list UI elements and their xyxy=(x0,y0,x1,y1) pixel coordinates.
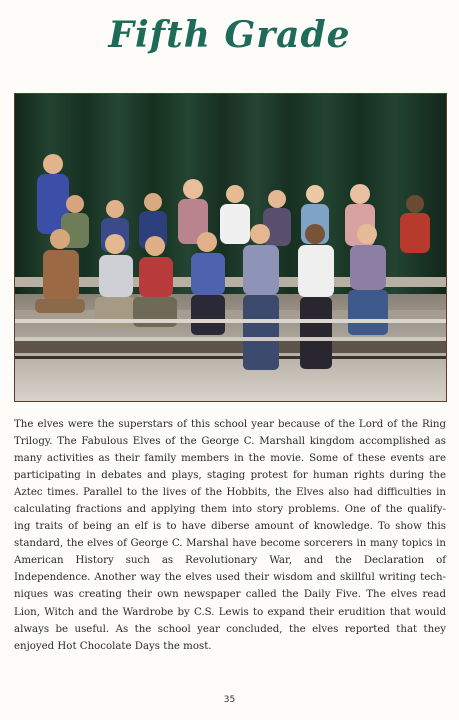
article-line: Aztec times. Parallel to the lives of the Hobbits, the Elves also had difficulties in xyxy=(14,487,446,499)
article-line: The elves were the superstars of this school year because of the Lord of the Ring xyxy=(14,419,446,430)
article-line: always be useful. As the school year concluded, the elves reported that they xyxy=(14,623,446,635)
article-line: Trilogy. The Fabulous Elves of the George C. Marshall kingdom accomplished as xyxy=(14,436,446,448)
article-line: American History such as Revolutionary War, and the Declaration of xyxy=(14,555,446,567)
article-line: Independence. Another way the elves used their wisdom and skillful writing tech- xyxy=(14,572,446,584)
article-line: niques was creating their own newspaper called the Daily Five. The elves read xyxy=(14,589,446,601)
article-line: participating in debates and plays, staging protest for human rights during the xyxy=(14,470,446,482)
page-number: 35 xyxy=(223,695,236,705)
article-line: many activities as their family members in the movie. Some of these events are xyxy=(14,453,446,465)
article-line: Lion, Witch and the Wardrobe by C.S. Lewis to expand their erudition that would xyxy=(14,606,446,618)
article-line: enjoyed Hot Chocolate Days the most. xyxy=(14,640,212,652)
article-line: standard, the elves of George C. Marshal have become sorcerers in many topics in xyxy=(14,538,446,550)
article-line: ing traits of being an elf is to have diberse amount of knowledge. To show this xyxy=(14,521,446,533)
class-photo xyxy=(14,93,447,402)
article-body xyxy=(14,416,446,655)
article-line: calculating fractions and applying them into story problems. One of the qualify- xyxy=(14,504,446,516)
page-title: Fifth Grade xyxy=(108,14,351,56)
class-photo-image xyxy=(15,94,446,401)
